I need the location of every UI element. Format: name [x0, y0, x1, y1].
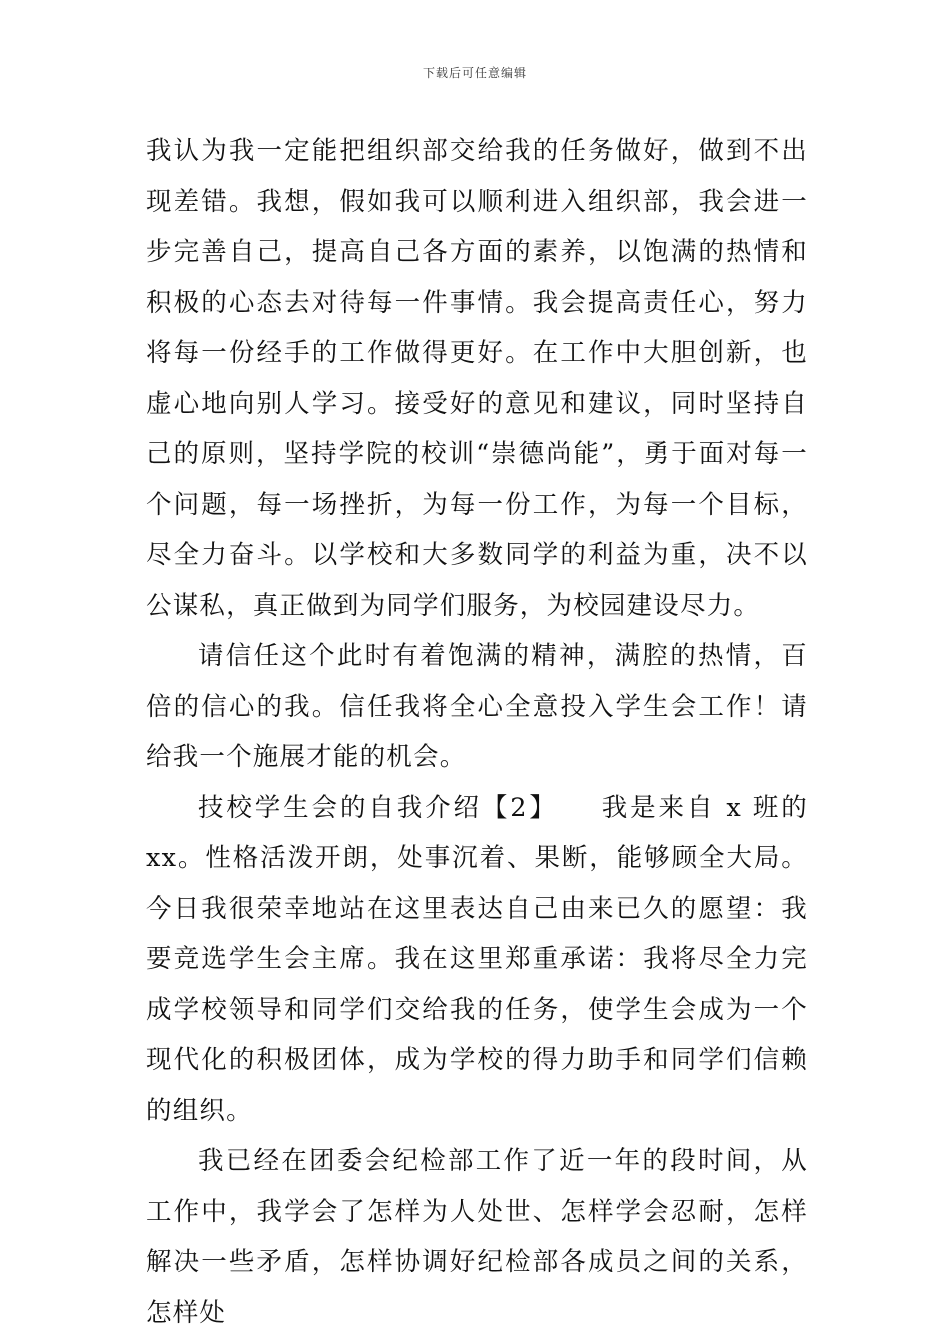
- paragraph-1: 我认为我一定能把组织部交给我的任务做好，做到不出现差错。我想，假如我可以顺利进入组织部，我会进一步完善自己，提高自己各方面的素养，以饱满的热情和积极的心态去对待每一件事情。我会提高责任心，努力将每一份经手的工作做得更好。在工作中大胆创新，也虚心地向别人学习。接受好的意见和建议，同时坚持自己的原则，坚持学院的校训“崇德尚能”，勇于面对每一个问题，每一场挫折，为每一份工作，为每一个目标，尽全力奋斗。以学校和大多数同学的利益为重，决不以公谋私，真正做到为同学们服务，为校园建设尽力。: [146, 136, 808, 621]
- paragraph-2: 请信任这个此时有着饱满的精神，满腔的热情，百倍的信心的我。信任我将全心全意投入学生会工作！请给我一个施展才能的机会。: [146, 641, 808, 772]
- paragraph-3: 技校学生会的自我介绍【2】 我是来自 x 班的 xx。性格活泼开朗，处事沉着、果断，能够顾全大局。今日我很荣幸地站在这里表达自己由来已久的愿望：我要竞选学生会主席。我在这里郑重承诺：我将尽全力完成学校领导和同学们交给我的任务，使学生会成为一个现代化的积极团体，成为学校的得力助手和同学们信赖的组织。: [146, 792, 808, 1126]
- page-header: 下载后可任意编辑: [422, 66, 527, 80]
- document-body: [146, 126, 808, 1338]
- paragraph-4: 我已经在团委会纪检部工作了近一年的段时间，从工作中，我学会了怎样为人处世、怎样学会忍耐，怎样解决一些矛盾，怎样协调好纪检部各成员之间的关系，怎样处: [146, 1146, 808, 1328]
